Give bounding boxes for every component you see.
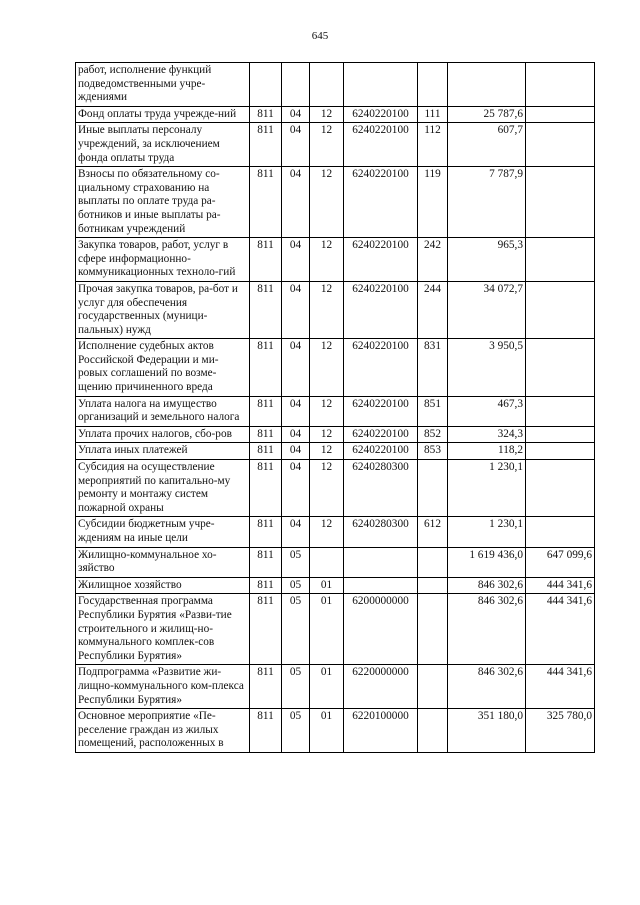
row-sum2-cell bbox=[526, 167, 595, 238]
table-row bbox=[76, 106, 595, 123]
table-row bbox=[76, 709, 595, 753]
row-csr-cell: 6240220100 bbox=[344, 339, 418, 396]
row-rz-cell: 04 bbox=[282, 123, 310, 167]
row-gr-cell: 811 bbox=[250, 665, 282, 709]
row-pr-cell: 01 bbox=[310, 665, 344, 709]
row-pr-cell bbox=[310, 547, 344, 577]
row-sum2-cell: 325 780,0 bbox=[526, 709, 595, 753]
row-csr-cell: 6240280300 bbox=[344, 517, 418, 547]
row-rz-cell: 05 bbox=[282, 665, 310, 709]
row-csr-cell: 6240220100 bbox=[344, 396, 418, 426]
row-csr-cell: 6240220100 bbox=[344, 106, 418, 123]
row-rz-cell: 04 bbox=[282, 238, 310, 282]
row-vr-cell: 244 bbox=[418, 281, 448, 338]
table-row bbox=[76, 123, 595, 167]
row-sum-cell: 846 302,6 bbox=[448, 665, 526, 709]
budget-table bbox=[75, 62, 595, 753]
row-pr-cell: 12 bbox=[310, 339, 344, 396]
table-row bbox=[76, 594, 595, 665]
row-rz-cell: 04 bbox=[282, 426, 310, 443]
row-vr-cell: 852 bbox=[418, 426, 448, 443]
row-pr-cell: 01 bbox=[310, 594, 344, 665]
row-sum2-cell: 444 341,6 bbox=[526, 594, 595, 665]
row-vr-cell: 242 bbox=[418, 238, 448, 282]
row-gr-cell: 811 bbox=[250, 594, 282, 665]
row-gr-cell: 811 bbox=[250, 709, 282, 753]
row-sum2-cell bbox=[526, 396, 595, 426]
row-csr-cell: 6200000000 bbox=[344, 594, 418, 665]
row-csr-cell: 6240220100 bbox=[344, 167, 418, 238]
row-sum2-cell bbox=[526, 63, 595, 107]
row-name-cell: Уплата прочих налогов, сбо-ров bbox=[76, 426, 250, 443]
row-sum-cell: 846 302,6 bbox=[448, 577, 526, 594]
row-csr-cell: 6240220100 bbox=[344, 238, 418, 282]
row-csr-cell: 6240220100 bbox=[344, 443, 418, 460]
row-pr-cell: 12 bbox=[310, 238, 344, 282]
table-row bbox=[76, 63, 595, 107]
row-pr-cell: 12 bbox=[310, 517, 344, 547]
row-csr-cell bbox=[344, 63, 418, 107]
row-pr-cell: 12 bbox=[310, 426, 344, 443]
row-pr-cell: 12 bbox=[310, 460, 344, 517]
row-vr-cell bbox=[418, 577, 448, 594]
row-vr-cell bbox=[418, 709, 448, 753]
row-rz-cell: 04 bbox=[282, 106, 310, 123]
row-gr-cell: 811 bbox=[250, 547, 282, 577]
row-name-cell: Фонд оплаты труда учрежде-ний bbox=[76, 106, 250, 123]
row-rz-cell: 04 bbox=[282, 443, 310, 460]
row-sum2-cell bbox=[526, 106, 595, 123]
table-row bbox=[76, 426, 595, 443]
row-sum-cell: 324,3 bbox=[448, 426, 526, 443]
row-name-cell: Субсидия на осуществление мероприятий по капитально-му ремонту и монтажу систем пожарной охраны bbox=[76, 460, 250, 517]
row-sum-cell: 25 787,6 bbox=[448, 106, 526, 123]
row-vr-cell bbox=[418, 594, 448, 665]
row-sum2-cell bbox=[526, 460, 595, 517]
row-vr-cell bbox=[418, 547, 448, 577]
row-pr-cell: 12 bbox=[310, 106, 344, 123]
row-vr-cell bbox=[418, 665, 448, 709]
row-sum2-cell bbox=[526, 339, 595, 396]
table-row bbox=[76, 547, 595, 577]
row-vr-cell: 851 bbox=[418, 396, 448, 426]
row-vr-cell bbox=[418, 460, 448, 517]
row-sum-cell: 1 619 436,0 bbox=[448, 547, 526, 577]
row-sum-cell: 118,2 bbox=[448, 443, 526, 460]
row-csr-cell: 6220100000 bbox=[344, 709, 418, 753]
row-pr-cell: 12 bbox=[310, 396, 344, 426]
row-name-cell: Исполнение судебных актов Российской Федерации и ми-ровых соглашений по возме-щению причиненного вреда bbox=[76, 339, 250, 396]
row-rz-cell: 04 bbox=[282, 517, 310, 547]
table-row bbox=[76, 577, 595, 594]
row-gr-cell: 811 bbox=[250, 443, 282, 460]
row-rz-cell bbox=[282, 63, 310, 107]
row-sum-cell: 3 950,5 bbox=[448, 339, 526, 396]
row-csr-cell: 6240220100 bbox=[344, 281, 418, 338]
row-name-cell: Основное мероприятие «Пе-реселение граждан из жилых помещений, расположенных в bbox=[76, 709, 250, 753]
row-gr-cell: 811 bbox=[250, 396, 282, 426]
row-rz-cell: 05 bbox=[282, 594, 310, 665]
row-rz-cell: 04 bbox=[282, 167, 310, 238]
row-gr-cell: 811 bbox=[250, 460, 282, 517]
row-name-cell: Иные выплаты персоналу учреждений, за исключением фонда оплаты труда bbox=[76, 123, 250, 167]
row-sum-cell bbox=[448, 63, 526, 107]
row-csr-cell: 6220000000 bbox=[344, 665, 418, 709]
row-vr-cell: 112 bbox=[418, 123, 448, 167]
row-rz-cell: 05 bbox=[282, 577, 310, 594]
row-name-cell: Взносы по обязательному со-циальному страхованию на выплаты по оплате труда ра-ботников и иные выплаты ра-ботникам учреждений bbox=[76, 167, 250, 238]
table-row bbox=[76, 517, 595, 547]
row-sum-cell: 965,3 bbox=[448, 238, 526, 282]
page-number: 645 bbox=[311, 30, 329, 42]
table-row bbox=[76, 167, 595, 238]
row-name-cell: Уплата налога на имущество организаций и земельного налога bbox=[76, 396, 250, 426]
row-vr-cell: 831 bbox=[418, 339, 448, 396]
row-vr-cell: 612 bbox=[418, 517, 448, 547]
row-name-cell: Жилищно-коммунальное хо-зяйство bbox=[76, 547, 250, 577]
row-gr-cell: 811 bbox=[250, 123, 282, 167]
row-csr-cell bbox=[344, 577, 418, 594]
row-name-cell: Подпрограмма «Развитие жи-лищно-коммунального ком-плекса Республики Бурятия» bbox=[76, 665, 250, 709]
row-gr-cell: 811 bbox=[250, 517, 282, 547]
row-pr-cell: 12 bbox=[310, 167, 344, 238]
row-gr-cell: 811 bbox=[250, 106, 282, 123]
table-row bbox=[76, 396, 595, 426]
row-sum2-cell bbox=[526, 426, 595, 443]
row-sum2-cell bbox=[526, 517, 595, 547]
row-name-cell: Жилищное хозяйство bbox=[76, 577, 250, 594]
budget-table-body bbox=[76, 63, 595, 753]
row-pr-cell: 01 bbox=[310, 709, 344, 753]
row-sum2-cell bbox=[526, 123, 595, 167]
row-name-cell: Прочая закупка товаров, ра-бот и услуг для обеспечения государственных (муници-пальных) нужд bbox=[76, 281, 250, 338]
row-vr-cell: 119 bbox=[418, 167, 448, 238]
row-name-cell: Субсидии бюджетным учре-ждениям на иные цели bbox=[76, 517, 250, 547]
row-rz-cell: 04 bbox=[282, 281, 310, 338]
row-gr-cell: 811 bbox=[250, 238, 282, 282]
row-sum2-cell bbox=[526, 281, 595, 338]
row-csr-cell: 6240280300 bbox=[344, 460, 418, 517]
row-name-cell: Уплата иных платежей bbox=[76, 443, 250, 460]
table-row bbox=[76, 339, 595, 396]
row-csr-cell bbox=[344, 547, 418, 577]
row-sum-cell: 467,3 bbox=[448, 396, 526, 426]
row-sum-cell: 7 787,9 bbox=[448, 167, 526, 238]
row-rz-cell: 05 bbox=[282, 709, 310, 753]
row-csr-cell: 6240220100 bbox=[344, 426, 418, 443]
row-pr-cell: 12 bbox=[310, 443, 344, 460]
row-gr-cell: 811 bbox=[250, 426, 282, 443]
row-pr-cell bbox=[310, 63, 344, 107]
row-name-cell: Закупка товаров, работ, услуг в сфере информационно-коммуникационных техноло-гий bbox=[76, 238, 250, 282]
row-sum-cell: 351 180,0 bbox=[448, 709, 526, 753]
row-rz-cell: 05 bbox=[282, 547, 310, 577]
row-name-cell: Государственная программа Республики Бурятия «Разви-тие строительного и жилищ-но-коммунального комплек-сов Республики Бурятия» bbox=[76, 594, 250, 665]
row-rz-cell: 04 bbox=[282, 339, 310, 396]
table-row bbox=[76, 443, 595, 460]
row-rz-cell: 04 bbox=[282, 460, 310, 517]
row-pr-cell: 12 bbox=[310, 281, 344, 338]
table-row bbox=[76, 281, 595, 338]
row-sum-cell: 34 072,7 bbox=[448, 281, 526, 338]
row-sum-cell: 1 230,1 bbox=[448, 460, 526, 517]
table-row bbox=[76, 460, 595, 517]
row-csr-cell: 6240220100 bbox=[344, 123, 418, 167]
table-row bbox=[76, 665, 595, 709]
row-sum2-cell bbox=[526, 443, 595, 460]
row-sum-cell: 607,7 bbox=[448, 123, 526, 167]
row-sum2-cell bbox=[526, 238, 595, 282]
row-vr-cell: 111 bbox=[418, 106, 448, 123]
row-sum-cell: 1 230,1 bbox=[448, 517, 526, 547]
row-sum2-cell: 647 099,6 bbox=[526, 547, 595, 577]
row-pr-cell: 12 bbox=[310, 123, 344, 167]
row-gr-cell: 811 bbox=[250, 167, 282, 238]
row-name-cell: работ, исполнение функций подведомственными учре-ждениями bbox=[76, 63, 250, 107]
row-rz-cell: 04 bbox=[282, 396, 310, 426]
row-gr-cell bbox=[250, 63, 282, 107]
row-gr-cell: 811 bbox=[250, 281, 282, 338]
row-sum2-cell: 444 341,6 bbox=[526, 577, 595, 594]
row-vr-cell: 853 bbox=[418, 443, 448, 460]
table-row bbox=[76, 238, 595, 282]
row-sum2-cell: 444 341,6 bbox=[526, 665, 595, 709]
row-gr-cell: 811 bbox=[250, 577, 282, 594]
row-pr-cell: 01 bbox=[310, 577, 344, 594]
row-vr-cell bbox=[418, 63, 448, 107]
row-sum-cell: 846 302,6 bbox=[448, 594, 526, 665]
row-gr-cell: 811 bbox=[250, 339, 282, 396]
